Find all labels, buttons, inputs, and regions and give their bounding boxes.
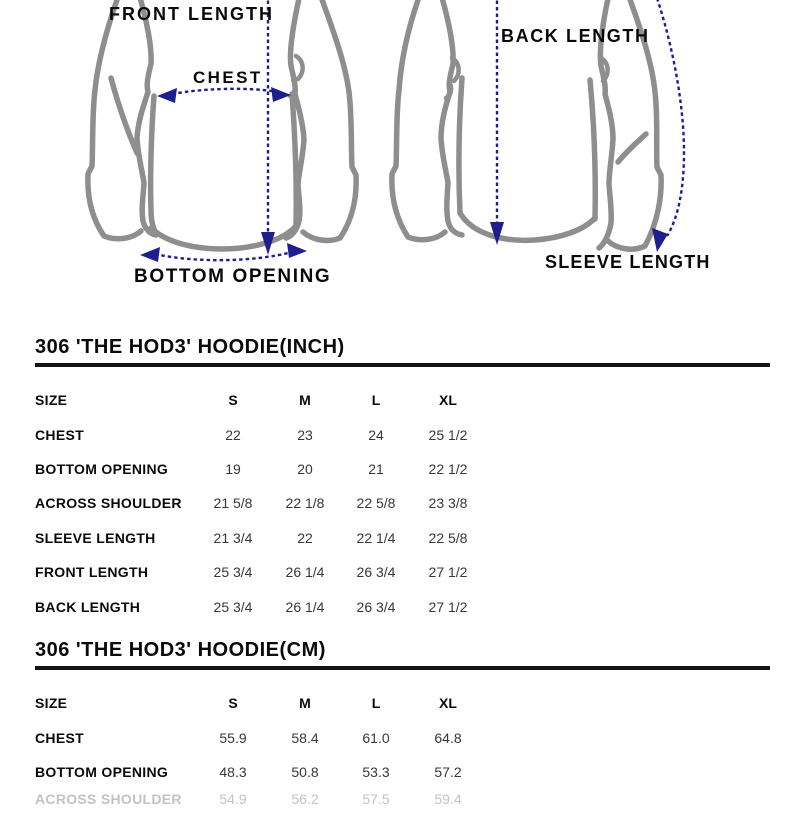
front-sleeve-fold-line (111, 78, 137, 153)
col-header-s: S (228, 392, 238, 409)
chest-label: CHEST (193, 68, 263, 87)
row-label: ACROSS SHOULDER (35, 495, 182, 512)
cell: 22 (225, 426, 241, 443)
cm-table-title: 306 'THE HOD3' HOODIE(CM) (35, 639, 326, 661)
row-label: BOTTOM OPENING (35, 460, 169, 477)
cell: 64.8 (434, 729, 462, 746)
cell: 21 3/4 (213, 529, 253, 546)
cell: 22 1/8 (285, 495, 325, 512)
col-header-s: S (228, 695, 238, 712)
cell: 24 (368, 426, 384, 443)
col-header-l: L (371, 695, 381, 712)
cell: 26 1/4 (285, 598, 325, 615)
cell: 21 (368, 460, 384, 477)
table-row-partial (35, 782, 770, 816)
cell: 48.3 (219, 763, 247, 780)
chest-arrow-line (172, 89, 278, 94)
cell: 61.0 (362, 729, 390, 746)
col-header-m: M (299, 392, 311, 409)
inch-table-rule (35, 363, 770, 367)
bottom-opening-label: BOTTOM OPENING (134, 266, 332, 287)
cell: 22 5/8 (356, 495, 396, 512)
row-label: CHEST (35, 729, 84, 746)
table-row (35, 720, 770, 754)
sleeve-length-label: SLEEVE LENGTH (545, 252, 711, 272)
inch-size-table (35, 336, 770, 624)
bottom-opening-left-arrowhead (140, 247, 160, 262)
table-row (35, 589, 770, 623)
cell: 55.9 (219, 729, 247, 746)
sleeve-length-arrowhead (652, 228, 668, 252)
cell: 22 1/4 (356, 529, 396, 546)
cell: 20 (297, 460, 313, 477)
bottom-opening-right-arrowhead (287, 243, 307, 258)
cell: 59.4 (434, 791, 462, 808)
cell: 53.3 (362, 763, 390, 780)
inch-table-rows (35, 383, 770, 624)
measurement-diagram (0, 0, 800, 320)
col-header-xl: XL (439, 392, 457, 409)
cell: 56.2 (291, 791, 319, 808)
back-length-label: BACK LENGTH (501, 26, 650, 46)
cm-table-rows (35, 686, 770, 817)
cell: 57.2 (434, 763, 462, 780)
hoodie-front-outline (88, 0, 356, 249)
row-label: SLEEVE LENGTH (35, 529, 156, 546)
table-row (35, 555, 770, 589)
size-header: SIZE (35, 695, 68, 712)
cell: 25 3/4 (213, 598, 253, 615)
front-length-label: FRONT LENGTH (109, 4, 274, 24)
cm-size-table (35, 639, 770, 817)
table-header-row (35, 686, 770, 720)
table-row (35, 486, 770, 520)
bottom-opening-arrow-line (155, 252, 292, 260)
cell: 23 3/8 (428, 495, 468, 512)
cell: 26 3/4 (356, 598, 396, 615)
cell: 22 1/2 (428, 460, 468, 477)
cell: 54.9 (219, 791, 247, 808)
row-label: BACK LENGTH (35, 598, 141, 615)
cell: 27 1/2 (428, 564, 468, 581)
size-header: SIZE (35, 392, 68, 409)
table-row (35, 452, 770, 486)
cell: 23 (297, 426, 313, 443)
cell: 19 (225, 460, 241, 477)
col-header-m: M (299, 695, 311, 712)
cell: 22 5/8 (428, 529, 468, 546)
cell: 58.4 (291, 729, 319, 746)
chest-left-arrowhead (157, 88, 177, 103)
table-header-row (35, 383, 770, 417)
table-row (35, 417, 770, 451)
table-row (35, 521, 770, 555)
col-header-xl: XL (439, 695, 457, 712)
row-label: ACROSS SHOULDER (35, 791, 182, 808)
back-sleeve-fold-line (618, 134, 646, 162)
row-label: FRONT LENGTH (35, 564, 149, 581)
cell: 50.8 (291, 763, 319, 780)
row-label: BOTTOM OPENING (35, 763, 169, 780)
cell: 22 (297, 529, 313, 546)
chest-right-arrowhead (271, 87, 291, 102)
cell: 26 1/4 (285, 564, 325, 581)
cell: 21 5/8 (213, 495, 253, 512)
cell: 27 1/2 (428, 598, 468, 615)
cm-table-rule (35, 666, 770, 670)
cell: 25 1/2 (428, 426, 468, 443)
row-label: CHEST (35, 426, 84, 443)
inch-table-title: 306 'THE HOD3' HOODIE(INCH) (35, 336, 345, 358)
cell: 25 3/4 (213, 564, 253, 581)
cell: 57.5 (362, 791, 390, 808)
col-header-l: L (371, 392, 381, 409)
cell: 26 3/4 (356, 564, 396, 581)
